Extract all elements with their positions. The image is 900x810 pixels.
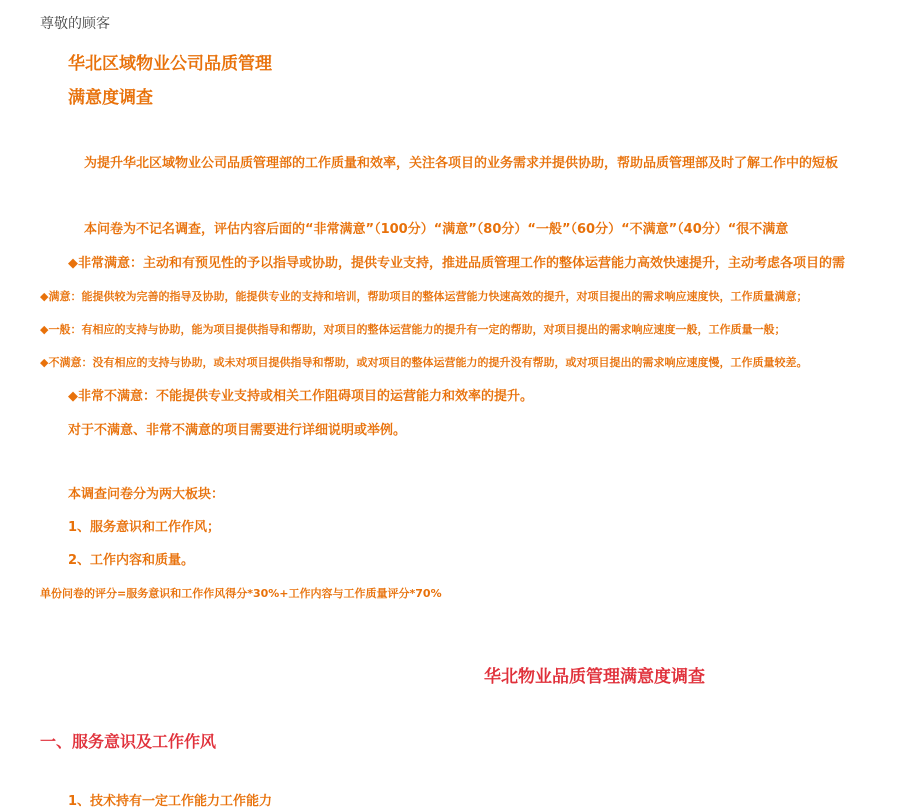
doc-title-line1: 华北区域物业公司品质管理 [68,54,272,74]
criteria-average: ◆一般：有相应的支持与协助，能为项目提供指导和帮助，对项目的整体运营能力的提升有一定的帮助，对项目提出的需求响应速度一般，工作质量一般； [40,323,786,336]
score-formula: 单份问卷的评分=服务意识和工作作风得分*30%+工作内容与工作质量评分*70% [40,587,442,600]
survey-title: 华北物业品质管理满意度调查 [484,667,705,687]
doc-title-line2: 满意度调查 [68,88,153,108]
section-item: 1、服务意识和工作作风； [68,520,221,535]
section-item: 2、工作内容和质量。 [68,553,195,568]
criteria-very-satisfied: ◆非常满意：主动和有预见性的予以指导或协助，提供专业支持，推进品质管理工作的整体运营能力高效快速提升，主动考虑各项目的需 [68,256,845,271]
purpose-paragraph: 为提升华北区域物业公司品质管理部的工作质量和效率，关注各项目的业务需求并提供协助，帮助品质管理部及时了解工作中的短板 [84,156,839,171]
greeting: 尊敬的顾客 [40,16,110,32]
criteria-very-unsatisfied: ◆非常不满意：不能提供专业支持或相关工作阻碍项目的运营能力和效率的提升。 [68,389,533,404]
sections-intro: 本调查问卷分为两大板块： [68,487,225,502]
cutoff-question-line: 1、技术持有一定工作能力工作能力 [68,794,273,809]
explanation-note: 对于不满意、非常不满意的项目需要进行详细说明或举例。 [68,423,407,438]
criteria-satisfied: ◆满意：能提供较为完善的指导及协助，能提供专业的支持和培训，帮助项目的整体运营能力快速高效的提升，对项目提出的需求响应速度快，工作质量满意； [40,290,808,303]
criteria-unsatisfied: ◆不满意：没有相应的支持与协助，或未对项目提供指导和帮助，或对项目的整体运营能力的提升没有帮助，或对项目提出的需求响应速度慢，工作质量较差。 [40,356,808,369]
scoring-paragraph: 本问卷为不记名调查，评估内容后面的“非常满意”（100分）“满意”（80分）“一般”（60分）“不满意”（40分）“很不满意 [84,222,789,237]
section-one-heading: 一、服务意识及工作作风 [40,732,217,751]
